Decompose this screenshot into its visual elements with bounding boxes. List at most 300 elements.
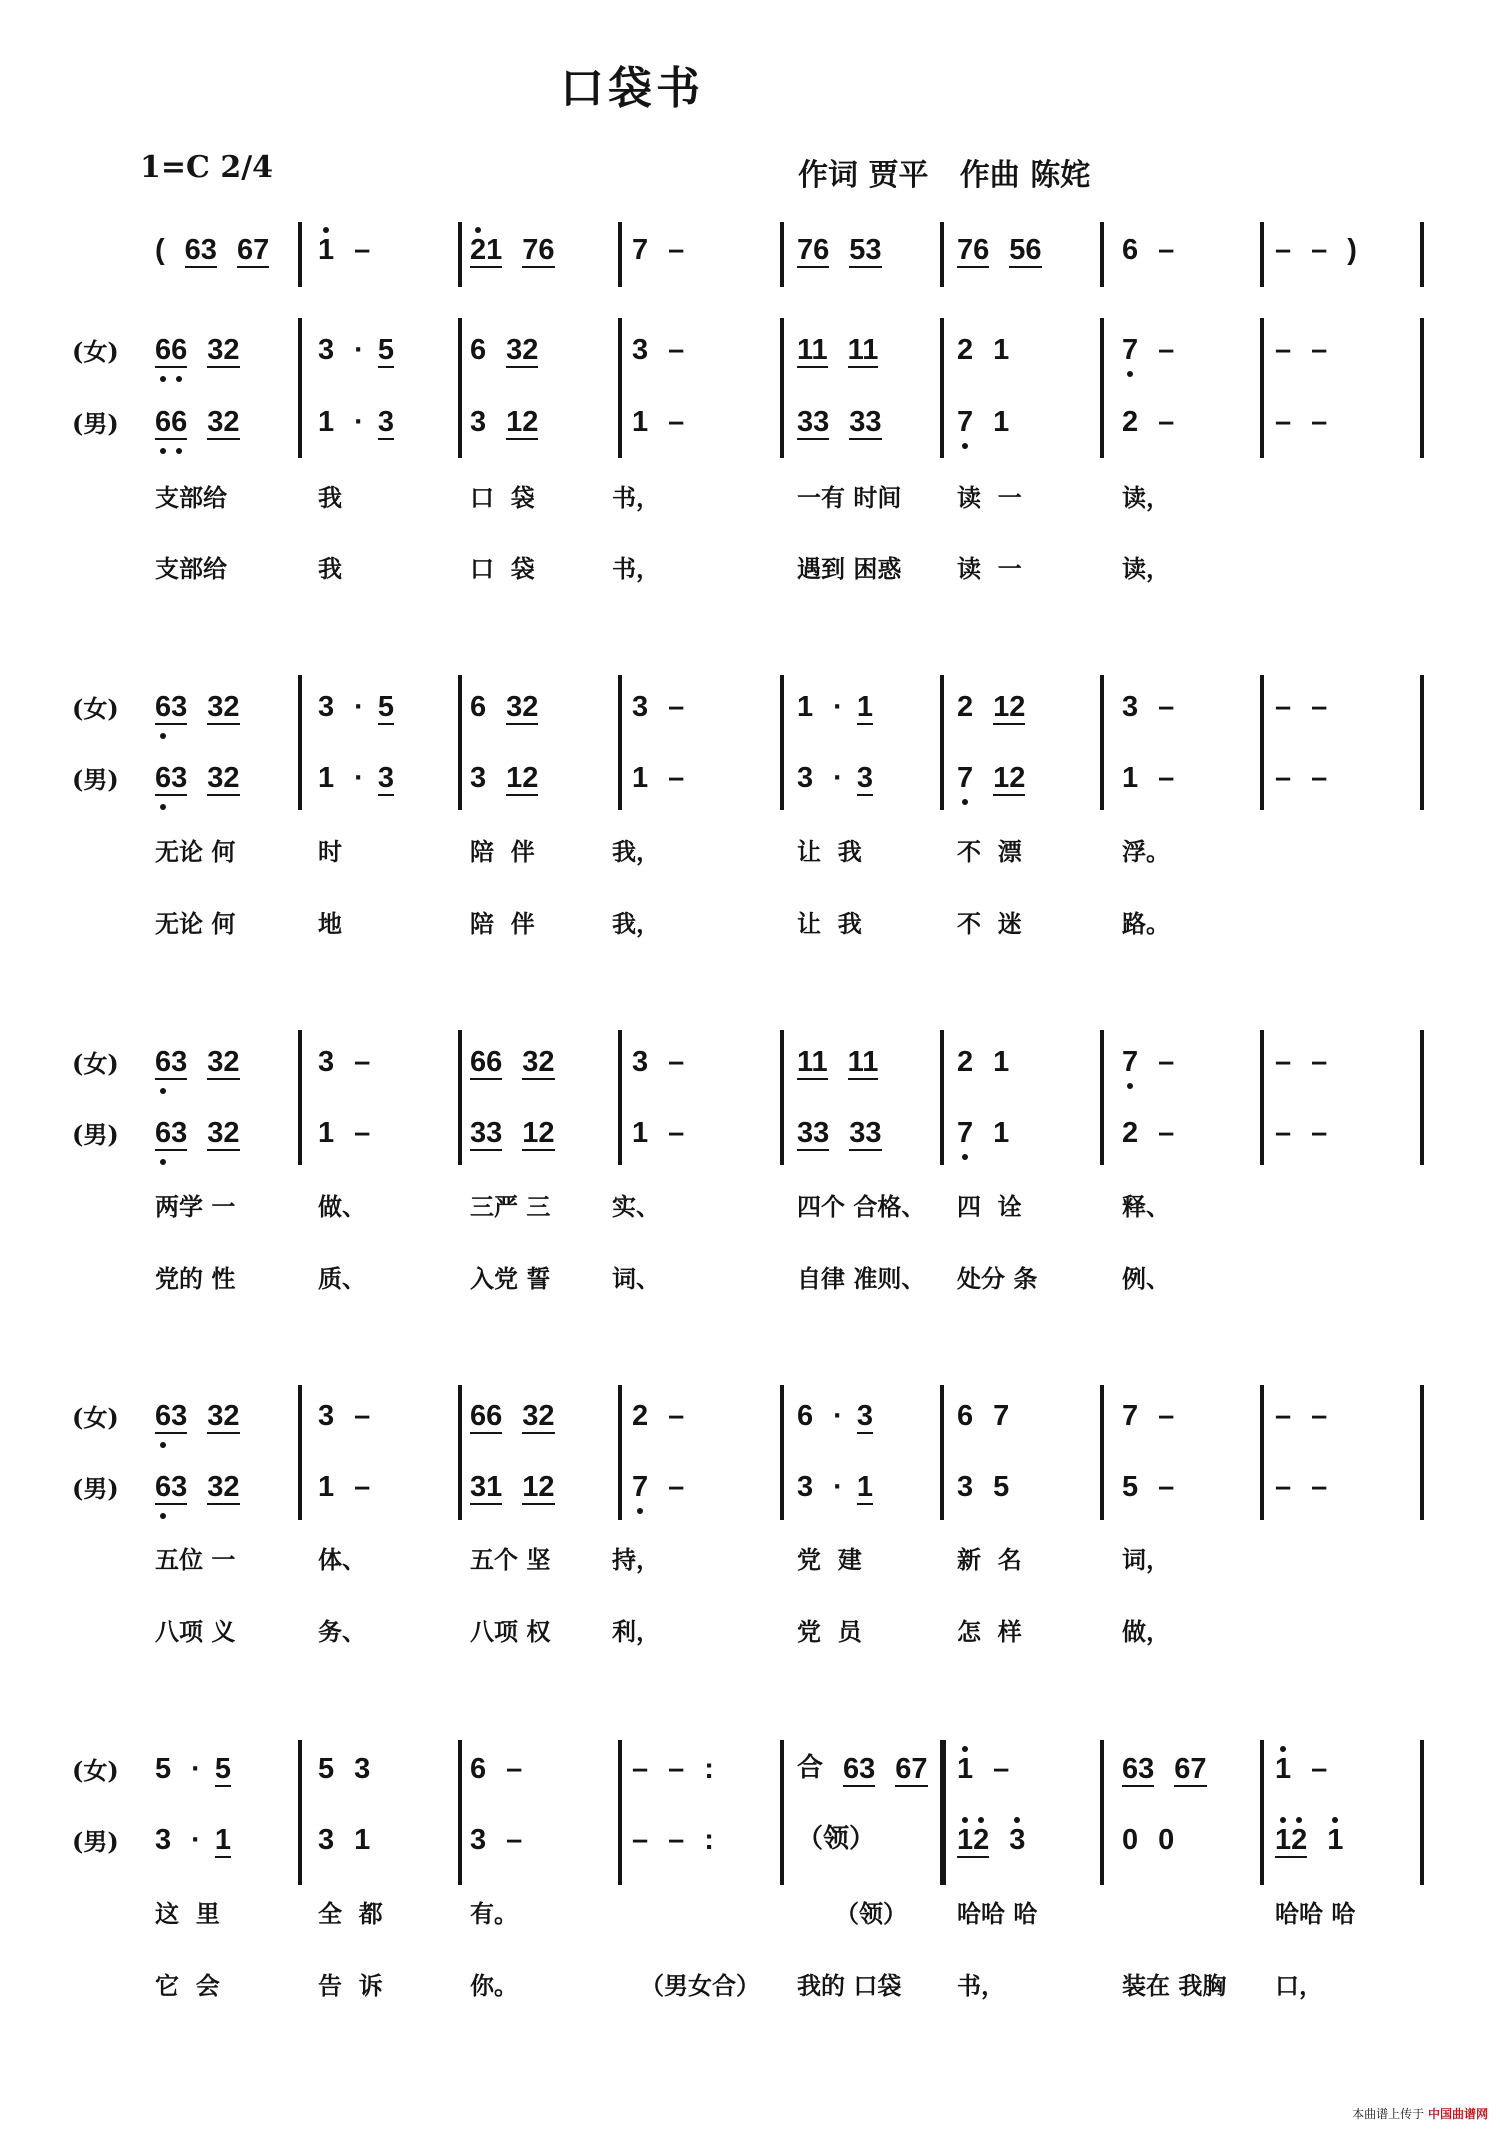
voice-label: (男)	[72, 1474, 119, 1503]
voice-label: (女)	[72, 1403, 119, 1432]
note-group: 56	[1009, 234, 1042, 266]
note-group: –	[1311, 406, 1328, 438]
lyric-segment: 三严 三	[470, 1192, 551, 1221]
note-group: 63	[184, 234, 217, 266]
note-group: 1	[354, 1824, 371, 1856]
note-group: 11	[797, 334, 828, 366]
note-group: 1	[318, 234, 335, 266]
lyric-segment: 这 里	[155, 1899, 220, 1928]
note-group: 32	[207, 406, 240, 438]
note-group: 5	[318, 1753, 335, 1785]
note-group: 1	[993, 406, 1010, 438]
note-group: –	[1311, 1400, 1328, 1432]
octave-low-dot	[160, 1513, 166, 1519]
note-group: 63	[155, 1400, 188, 1432]
lyric-segment: 书，	[957, 1971, 1005, 2000]
barline	[298, 222, 302, 287]
voice-label: (女)	[72, 337, 119, 366]
voice-label: (男)	[72, 1120, 119, 1149]
barline	[458, 675, 462, 810]
note-group: 32	[207, 1046, 240, 1078]
lyric-segment: 新 名	[957, 1545, 1022, 1574]
note-group: 31	[470, 1471, 503, 1503]
barline	[1100, 675, 1104, 810]
octave-low-dot	[962, 1154, 968, 1160]
note-group: ·	[833, 1471, 843, 1503]
barline	[1100, 1385, 1104, 1520]
note-group: –	[1275, 234, 1292, 266]
note-group: 66	[155, 334, 188, 366]
octave-high-dot	[1332, 1817, 1338, 1823]
note-group: 32	[506, 691, 539, 723]
barline	[940, 222, 944, 287]
lyric-segment: 持，	[612, 1545, 660, 1574]
note-group: –	[1275, 1046, 1292, 1078]
lyric-segment: 支部给	[155, 554, 227, 583]
lyric-segment: 八项 权	[470, 1617, 551, 1646]
note-group: –	[1158, 234, 1175, 266]
note-group: –	[1311, 691, 1328, 723]
barline	[1260, 675, 1264, 810]
footer	[1352, 2105, 1488, 2122]
note-group: 1	[632, 1117, 649, 1149]
credits: 作词 贾平 作曲 陈姹	[798, 158, 1091, 193]
lyric-segment: 读，	[1122, 554, 1170, 583]
note-group: 3	[797, 762, 814, 794]
note-group: –	[1158, 1471, 1175, 1503]
barline	[940, 318, 944, 458]
note-group: :	[704, 1824, 714, 1856]
note-group: 11	[797, 1046, 828, 1078]
octave-low-dot	[637, 1508, 643, 1514]
lyric-segment: 体、	[318, 1545, 366, 1574]
note-group: 3	[155, 1824, 172, 1856]
note-group: 7	[632, 234, 649, 266]
note-group: 33	[849, 406, 882, 438]
note-group: 7	[1122, 1400, 1139, 1432]
barline	[618, 675, 622, 810]
note-group: 1	[318, 406, 335, 438]
lyric-segment: 让 我	[797, 837, 862, 866]
lyric-segment: 务、	[318, 1617, 366, 1646]
octave-high-dot	[1014, 1817, 1020, 1823]
note-group: 6	[470, 1753, 487, 1785]
note-group: 67	[236, 234, 270, 266]
barline	[940, 1385, 944, 1520]
barline	[298, 1740, 302, 1885]
barline	[780, 318, 784, 458]
note-group: –	[506, 1824, 523, 1856]
note-group: 63	[1122, 1753, 1155, 1785]
note-group: 66	[470, 1046, 503, 1078]
note-group: 1	[318, 1471, 335, 1503]
note-group: 63	[155, 762, 188, 794]
barline	[1100, 222, 1104, 287]
note-group: 12	[506, 406, 539, 438]
note-group: 7	[1122, 1046, 1139, 1078]
octave-high-dot	[962, 1817, 968, 1823]
note-group: –	[354, 1471, 371, 1503]
key-time-signature: 1=C 2/4	[140, 150, 274, 185]
lyric-segment: 做、	[318, 1192, 366, 1221]
lyric-segment: 五位 一	[155, 1545, 236, 1574]
note-group: –	[1311, 1046, 1328, 1078]
barline	[458, 1740, 462, 1885]
note-group: 32	[207, 691, 240, 723]
lyric-segment: 支部给	[155, 483, 227, 512]
barline	[618, 1385, 622, 1520]
lyric-segment: 口 袋	[470, 554, 535, 583]
note-group: 3	[957, 1471, 974, 1503]
voice-label: (男)	[72, 409, 119, 438]
lyric-segment: 无论 何	[155, 837, 236, 866]
barline	[1420, 1740, 1424, 1885]
octave-low-dot	[176, 376, 182, 382]
note-group: –	[1311, 334, 1328, 366]
note-group: 7	[993, 1400, 1010, 1432]
note-group: 2	[957, 334, 974, 366]
octave-low-dot	[1127, 1083, 1133, 1089]
lyric-segment: 我，	[612, 837, 660, 866]
note-group: 5	[214, 1753, 231, 1785]
note-group: 2	[1122, 406, 1139, 438]
note-group: –	[1158, 334, 1175, 366]
note-group: 32	[207, 1400, 240, 1432]
lyric-segment: （男女合）	[640, 1971, 760, 2000]
note-group: 3	[856, 762, 873, 794]
barline	[1260, 1740, 1264, 1885]
note-group: 5	[993, 1471, 1010, 1503]
octave-low-dot	[962, 799, 968, 805]
note-group: –	[1158, 1400, 1175, 1432]
barline	[1260, 318, 1264, 458]
note-group: 0	[1122, 1824, 1139, 1856]
lyric-segment: 不 迷	[957, 909, 1022, 938]
barline	[780, 1385, 784, 1520]
note-group: 1	[993, 1117, 1010, 1149]
note-group: –	[1158, 691, 1175, 723]
barline	[458, 1385, 462, 1520]
note-group: 76	[797, 234, 830, 266]
octave-low-dot	[1127, 371, 1133, 377]
voice-label: (女)	[72, 1756, 119, 1785]
lyric-segment: 全 都	[318, 1899, 383, 1928]
note-group: –	[1275, 691, 1292, 723]
voice-label: (男)	[72, 765, 119, 794]
note-group: –	[354, 1117, 371, 1149]
lyric-segment: 陪 伴	[470, 837, 535, 866]
note-group: –	[1275, 1117, 1292, 1149]
note-group: –	[668, 691, 685, 723]
barline	[1420, 1030, 1424, 1165]
lyric-segment: 八项 义	[155, 1617, 236, 1646]
note-group: 3	[1009, 1824, 1026, 1856]
lyric-segment: 哈哈 哈	[957, 1899, 1038, 1928]
barline	[1260, 1030, 1264, 1165]
octave-low-dot	[160, 1088, 166, 1094]
note-group: –	[668, 1471, 685, 1503]
barline	[780, 222, 784, 287]
barline	[940, 1740, 946, 1885]
barline	[1420, 222, 1424, 287]
note-group: 3	[377, 762, 394, 794]
voice-label: (女)	[72, 694, 119, 723]
lyric-segment: 自律 准则、	[797, 1264, 926, 1293]
lyric-segment: 口，	[1275, 1971, 1323, 2000]
note-group: 67	[895, 1753, 928, 1785]
note-group: –	[668, 762, 685, 794]
barline	[780, 1740, 784, 1885]
note-group: –	[354, 1400, 371, 1432]
note-group: –	[668, 334, 685, 366]
note-group: 7	[632, 1471, 649, 1503]
octave-low-dot	[160, 376, 166, 382]
octave-low-dot	[160, 448, 166, 454]
note-group: 5	[1122, 1471, 1139, 1503]
note-group: 53	[849, 234, 882, 266]
lyric-segment: 词，	[1122, 1545, 1170, 1574]
barline	[298, 675, 302, 810]
lyric-segment: 读 一	[957, 554, 1022, 583]
note-group: 3	[632, 334, 649, 366]
octave-high-dot	[1296, 1817, 1302, 1823]
note-group: 3	[318, 1400, 335, 1432]
octave-high-dot	[978, 1817, 984, 1823]
lyric-segment: 陪 伴	[470, 909, 535, 938]
lyric-segment: 时	[318, 837, 342, 866]
note-group: 12	[1275, 1824, 1308, 1856]
note-group: –	[1158, 1046, 1175, 1078]
note-group: 1	[214, 1824, 231, 1856]
note-group: 63	[155, 1471, 188, 1503]
note-group: –	[632, 1753, 649, 1785]
note-group: 32	[207, 334, 240, 366]
note-group: ·	[191, 1753, 201, 1785]
note-group: 2	[957, 1046, 974, 1078]
note-group: 6	[957, 1400, 974, 1432]
note-group: ·	[354, 691, 364, 723]
lyric-segment: 质、	[318, 1264, 366, 1293]
note-group: 7	[957, 1117, 974, 1149]
note-group: 33	[849, 1117, 882, 1149]
lyric-segment: 书，	[612, 483, 660, 512]
note-group: )	[1347, 234, 1357, 266]
barline	[1420, 1385, 1424, 1520]
note-group: 32	[207, 1117, 240, 1149]
note-group: –	[993, 1753, 1010, 1785]
note-group: –	[1311, 1753, 1328, 1785]
note-group: 63	[155, 1117, 188, 1149]
barline	[940, 675, 944, 810]
note-group: ·	[833, 691, 843, 723]
barline	[458, 318, 462, 458]
lyric-segment: 利，	[612, 1617, 660, 1646]
note-group: –	[668, 1824, 685, 1856]
note-group: ·	[833, 762, 843, 794]
note-group: 1	[797, 691, 814, 723]
footer-brand: 中国曲谱网	[1427, 2107, 1488, 2121]
note-group: 1	[1275, 1753, 1292, 1785]
note-group: –	[668, 406, 685, 438]
lyric-segment: 党 建	[797, 1545, 862, 1574]
note-group: ·	[354, 334, 364, 366]
note-group: 76	[957, 234, 990, 266]
note-group: 5	[155, 1753, 172, 1785]
note-group: 2	[1122, 1117, 1139, 1149]
lyric-segment: （领）	[835, 1899, 907, 1928]
barline	[780, 675, 784, 810]
note-group: 1	[1122, 762, 1139, 794]
octave-low-dot	[962, 443, 968, 449]
note-group: 3	[318, 334, 335, 366]
note-group: –	[668, 1400, 685, 1432]
barline	[1100, 1740, 1104, 1885]
lyric-segment: 我	[318, 554, 342, 583]
barline	[458, 1030, 462, 1165]
barline	[298, 1030, 302, 1165]
barline	[1420, 318, 1424, 458]
note-group: 11	[847, 334, 879, 366]
note-group: 1	[632, 406, 649, 438]
note-group: 11	[847, 1046, 879, 1078]
note-group: 5	[377, 691, 394, 723]
lyric-segment: 它 会	[155, 1971, 220, 2000]
note-group: 3	[318, 1824, 335, 1856]
lyric-segment: 释、	[1122, 1192, 1170, 1221]
note-group: 1	[632, 762, 649, 794]
lyric-segment: 路。	[1122, 909, 1170, 938]
footer-prefix: 本曲谱上传于	[1352, 2107, 1428, 2121]
note-group: 6	[1122, 234, 1139, 266]
note-group: 5	[377, 334, 394, 366]
lyric-segment: 做，	[1122, 1617, 1170, 1646]
lyric-segment: 两学 一	[155, 1192, 236, 1221]
lyric-segment: 地	[318, 909, 342, 938]
barline	[618, 1740, 622, 1885]
note-group: 32	[207, 1471, 240, 1503]
note-group: 1	[1327, 1824, 1344, 1856]
note-group: 7	[957, 762, 974, 794]
note-group: 12	[522, 1471, 555, 1503]
lyric-segment: 例、	[1122, 1264, 1170, 1293]
barline	[298, 1385, 302, 1520]
octave-low-dot	[160, 733, 166, 739]
voice-label: (女)	[72, 1049, 119, 1078]
barline	[458, 222, 462, 287]
note-group: 3	[470, 1824, 487, 1856]
note-group: 1	[993, 1046, 1010, 1078]
barline	[780, 1030, 784, 1165]
lyric-segment: 怎 样	[957, 1617, 1022, 1646]
barline	[1100, 318, 1104, 458]
note-group: –	[1311, 234, 1328, 266]
note-group: –	[1158, 406, 1175, 438]
note-group: –	[1158, 1117, 1175, 1149]
note-group: 1	[318, 762, 335, 794]
voice-label: (男)	[72, 1827, 119, 1856]
note-group: ·	[191, 1824, 201, 1856]
note-group: 3	[632, 691, 649, 723]
lyric-segment: 读，	[1122, 483, 1170, 512]
note-group: 12	[993, 762, 1026, 794]
lyric-segment: 让 我	[797, 909, 862, 938]
lyric-segment: 党的 性	[155, 1264, 236, 1293]
note-group: 12	[506, 762, 539, 794]
lyric-segment: 党 员	[797, 1617, 862, 1646]
note-group: 63	[155, 1046, 188, 1078]
octave-low-dot	[160, 1442, 166, 1448]
octave-low-dot	[160, 1159, 166, 1165]
lyric-segment: 四个 合格、	[797, 1192, 926, 1221]
lyric-segment: 哈哈 哈	[1275, 1899, 1356, 1928]
note-group: 32	[522, 1046, 555, 1078]
barline	[618, 318, 622, 458]
note-group: 3	[1122, 691, 1139, 723]
note-group: –	[354, 234, 371, 266]
note-group: 1	[856, 691, 873, 723]
note-group: 32	[207, 762, 240, 794]
note-group: 33	[470, 1117, 503, 1149]
octave-high-dot	[962, 1746, 968, 1752]
note-group: 63	[843, 1753, 876, 1785]
note-group: 2	[957, 691, 974, 723]
lyric-segment: 处分 条	[957, 1264, 1038, 1293]
note-group: –	[1275, 1471, 1292, 1503]
lyric-segment: 入党 誓	[470, 1264, 551, 1293]
lyric-segment: 一有 时间	[797, 483, 902, 512]
note-group: 3	[856, 1400, 873, 1432]
octave-high-dot	[323, 227, 329, 233]
note-group: –	[668, 234, 685, 266]
note-group: 3	[470, 762, 487, 794]
note-group: 12	[522, 1117, 555, 1149]
note-group: 6	[470, 334, 487, 366]
note-group: (	[155, 234, 165, 266]
note-group: –	[1158, 762, 1175, 794]
note-group: 3	[318, 1046, 335, 1078]
note-group: 1	[993, 334, 1010, 366]
song-title: 口袋书	[560, 63, 704, 114]
barline	[298, 318, 302, 458]
note-group: 1	[318, 1117, 335, 1149]
note-group: 3	[797, 1471, 814, 1503]
note-group: 21	[470, 234, 503, 266]
note-group: –	[1275, 762, 1292, 794]
note-group: 0	[1158, 1824, 1175, 1856]
note-group: –	[668, 1753, 685, 1785]
lyric-segment: 无论 何	[155, 909, 236, 938]
note-group: 1	[957, 1753, 974, 1785]
lyric-segment: 装在 我胸	[1122, 1971, 1227, 2000]
note-group: 66	[470, 1400, 503, 1432]
lyric-segment: 我	[318, 483, 342, 512]
lyric-segment: 遇到 困惑	[797, 554, 902, 583]
note-group: 32	[522, 1400, 555, 1432]
note-group: 7	[1122, 334, 1139, 366]
note-group: 33	[797, 406, 830, 438]
octave-low-dot	[160, 804, 166, 810]
note-group: 33	[797, 1117, 830, 1149]
lyric-segment: 你。	[470, 1971, 518, 2000]
note-group: 6	[797, 1400, 814, 1432]
note-group: 7	[957, 406, 974, 438]
note-group: –	[1275, 334, 1292, 366]
barline	[1420, 675, 1424, 810]
note-group: 12	[993, 691, 1026, 723]
barline	[1100, 1030, 1104, 1165]
note-group: –	[1311, 1117, 1328, 1149]
lyric-segment: 告 诉	[318, 1971, 383, 2000]
